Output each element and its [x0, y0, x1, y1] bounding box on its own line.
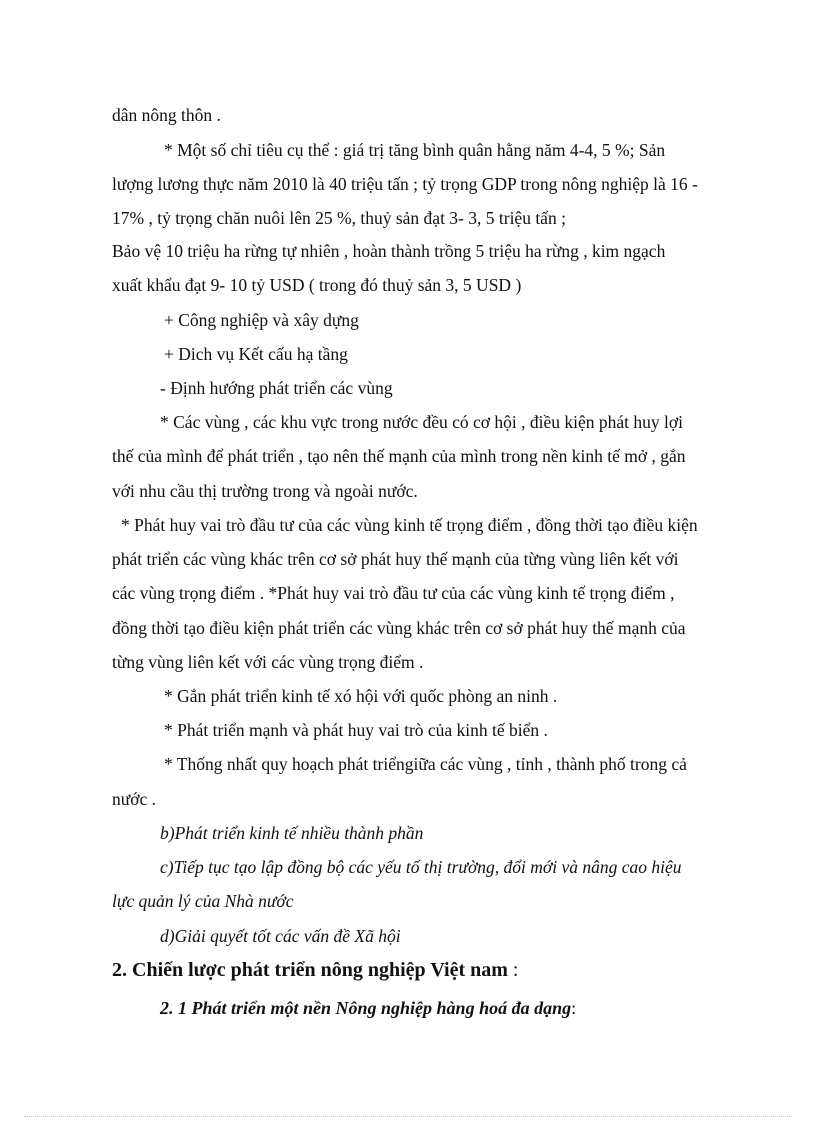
italic-line: c)Tiếp tục tạo lập đồng bộ các yếu tố thị trường, đổi mới và nâng cao hiệu: [160, 857, 682, 877]
section-heading-suffix: :: [507, 959, 519, 981]
text-line: đồng thời tạo điều kiện phát triển các vùng khác trên cơ sở phát huy thế mạnh của: [112, 618, 686, 638]
text-line: dân nông thôn .: [112, 105, 221, 125]
italic-line: d)Giải quyết tốt các vấn đề Xã hội: [160, 926, 401, 946]
text-line: * Gắn phát triển kinh tế xó hội với quốc phòng an ninh .: [164, 686, 558, 706]
text-line: các vùng trọng điểm . *Phát huy vai trò đầu tư của các vùng kinh tế trọng điểm ,: [112, 583, 675, 603]
text-line: nước .: [112, 789, 157, 809]
text-line: * Các vùng , các khu vực trong nước đều có cơ hội , điều kiện phát huy lợi: [160, 412, 683, 432]
text-line: + Dich vụ Kết cấu hạ tầng: [164, 344, 348, 364]
subsection-heading: [160, 997, 576, 1019]
subsection-heading-suffix: :: [571, 998, 577, 1018]
text-line: với nhu cầu thị trường trong và ngoài nước.: [112, 481, 418, 501]
section-heading-text: 2. Chiến lược phát triển nông nghiệp Việt nam: [112, 959, 508, 981]
text-line: * Phát triển mạnh và phát huy vai trò của kinh tế biển .: [164, 720, 548, 740]
text-line: + Công nghiệp và xây dựng: [164, 310, 359, 330]
italic-line: b)Phát triển kinh tế nhiều thành phần: [160, 823, 424, 843]
text-line: * Một số chỉ tiêu cụ thể : giá trị tăng bình quân hằng năm 4-4, 5 %; Sản: [164, 140, 666, 160]
text-line: phát triển các vùng khác trên cơ sở phát huy thế mạnh của từng vùng liên kết với: [112, 549, 679, 569]
text-line: 17% , tỷ trọng chăn nuôi lên 25 %, thuỷ sản đạt 3- 3, 5 triệu tấn ;: [112, 208, 566, 228]
italic-line: lực quản lý của Nhà nước: [112, 891, 294, 911]
text-line: từng vùng liên kết với các vùng trọng điểm .: [112, 652, 424, 672]
section-heading: [112, 957, 518, 983]
text-line: xuất khẩu đạt 9- 10 tỷ USD ( trong đó thuỷ sản 3, 5 USD ): [112, 275, 522, 295]
text-line: Bảo vệ 10 triệu ha rừng tự nhiên , hoàn thành trồng 5 triệu ha rừng , kim ngạch: [112, 241, 666, 261]
subsection-heading-text: 2. 1 Phát triển một nền Nông nghiệp hàng hoá đa dạng: [160, 998, 572, 1018]
text-line: - Định hướng phát triển các vùng: [160, 378, 393, 398]
text-line: * Thống nhất quy hoạch phát triểngiữa các vùng , tỉnh , thành phố trong cả: [164, 754, 687, 774]
text-line: * Phát huy vai trò đầu tư của các vùng kinh tế trọng điểm , đồng thời tạo điều kiện: [121, 515, 698, 535]
text-line: thế của mình để phát triển , tạo nên thế mạnh của mình trong nền kinh tế mở , gắn: [112, 446, 686, 466]
text-line: lượng lương thực năm 2010 là 40 triệu tấn ; tỷ trọng GDP trong nông nghiệp là 16 -: [112, 174, 698, 194]
page-footer-rule: [24, 1116, 792, 1117]
